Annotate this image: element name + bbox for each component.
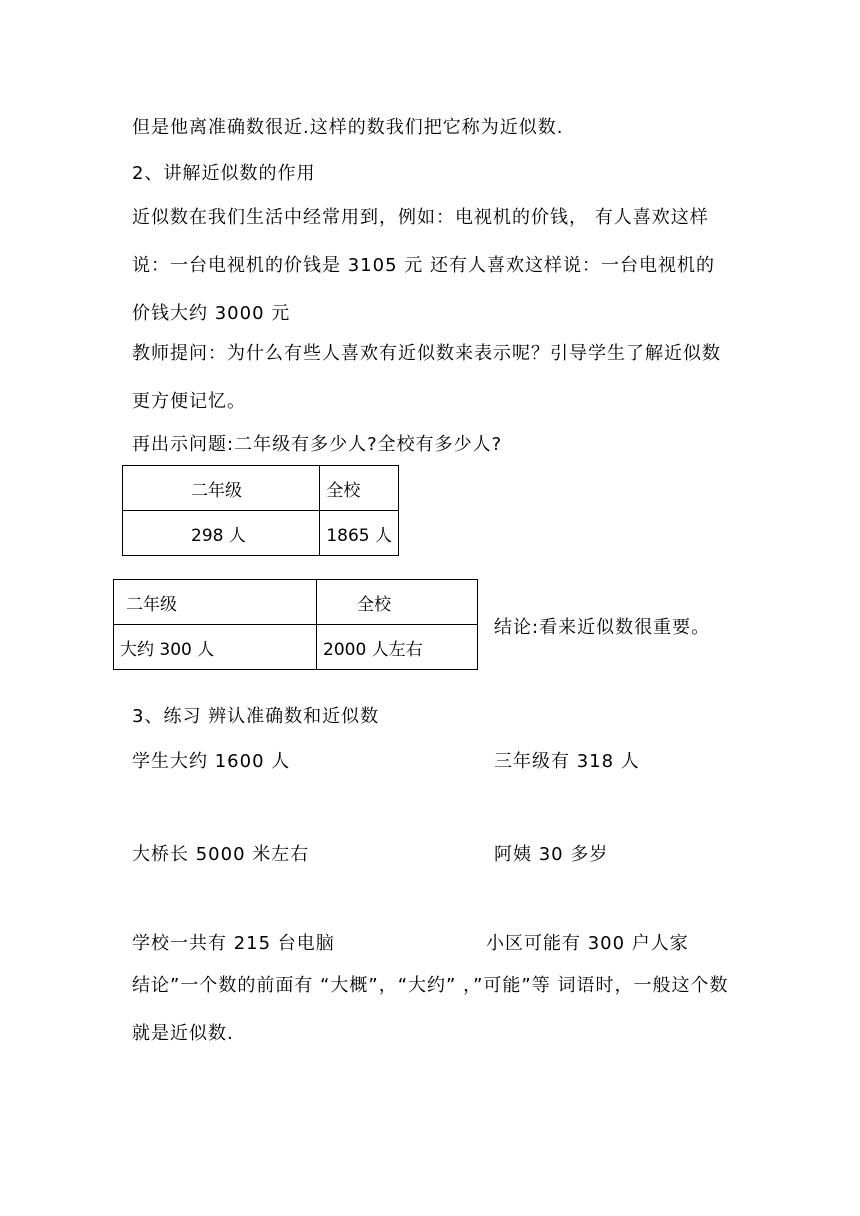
section-heading-2: 2、讲解近似数的作用 (132, 163, 316, 184)
table-cell-grade2-value: 298 人 (123, 511, 320, 556)
section-heading-3: 3、练习 辨认准确数和近似数 (132, 706, 380, 727)
table-header-school: 全校 (317, 580, 478, 625)
table-row (123, 511, 399, 556)
table-header-school: 全校 (320, 466, 399, 511)
exercise-item: 学生大约 1600 人 (132, 751, 291, 772)
conclusion-importance: 结论:看来近似数很重要。 (494, 617, 711, 638)
text-line-intro: 但是他离准确数很近.这样的数我们把它称为近似数. (132, 117, 564, 138)
table-cell-grade2-value: 大约 300 人 (114, 625, 317, 670)
table-header-grade2: 二年级 (114, 580, 317, 625)
paragraph-tv-price: 近似数在我们生活中经常用到，例如：电视机的价钱， 有人喜欢这样说：一台电视机的价钱是 3105 元 还有人喜欢这样说：一台电视机的价钱大约 3000 元 (132, 207, 715, 324)
table-header-grade2: 二年级 (123, 466, 320, 511)
exercise-item: 小区可能有 300 户人家 (486, 933, 689, 954)
exercise-item: 大桥长 5000 米左右 (132, 844, 310, 865)
exercise-item: 三年级有 318 人 (494, 751, 640, 772)
table-row (123, 466, 399, 511)
table-cell-school-value: 1865 人 (320, 511, 399, 556)
exact-numbers-table (122, 465, 399, 556)
conclusion-approx-definition: 结论”一个数的前面有 “大概”，“大约” ，”可能”等 词语时，一般这个数就是近似数. (132, 975, 729, 1044)
table-row (114, 625, 478, 670)
table-cell-school-value: 2000 人左右 (317, 625, 478, 670)
approx-numbers-table (113, 579, 478, 670)
paragraph-teacher-question: 教师提问：为什么有些人喜欢有近似数来表示呢？引导学生了解近似数更方便记忆。 (132, 343, 721, 412)
exercise-item: 学校一共有 215 台电脑 (132, 933, 335, 954)
text-line-question: 再出示问题:二年级有多少人?全校有多少人? (132, 434, 503, 455)
table-row (114, 580, 478, 625)
exercise-item: 阿姨 30 多岁 (494, 844, 609, 865)
